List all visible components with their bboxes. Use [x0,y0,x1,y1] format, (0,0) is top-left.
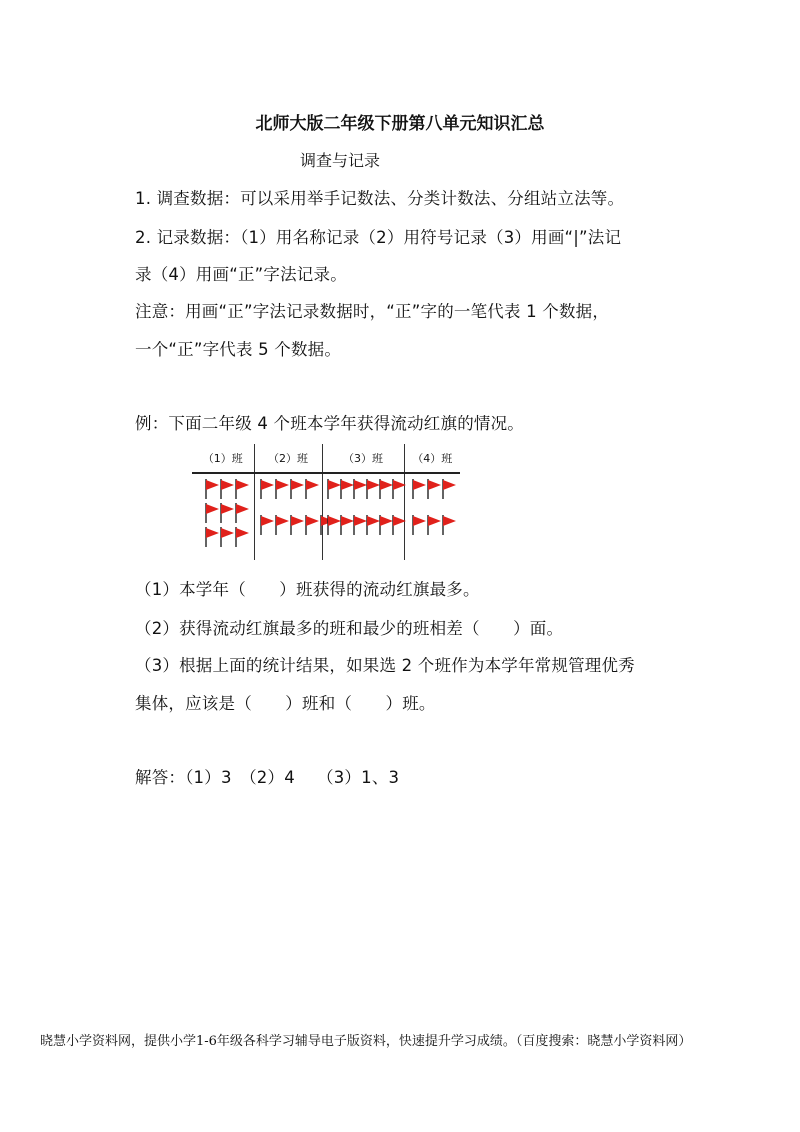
red-flag-icon [289,478,305,500]
red-flag-icon [304,478,320,500]
footer-text: 晓慧小学资料网，提供小学1-6年级各科学习辅导电子版资料，快速提升学习成绩。（百度搜索：晓慧小学资料网） [40,1034,692,1049]
example-intro: 例：下面二年级 4 个班本学年获得流动红旗的情况。 [135,414,524,433]
flag-cell [322,473,404,560]
class-header: （3）班 [322,444,404,473]
text-line: 注意：用画“正”字法记录数据时，“正”字的一笔代表 1 个数据， [135,302,610,321]
red-flag-icon [234,478,250,500]
flag-cell [254,473,322,560]
question-line: （3）根据上面的统计结果，如果选 2 个班作为本学年常规管理优秀 [135,656,635,675]
red-flag-icon [204,526,220,548]
red-flag-icon [259,514,275,536]
red-flag-icon [304,514,320,536]
question-line: （1）本学年（ ）班获得的流动红旗最多。 [135,580,480,599]
red-flag-icon [274,514,290,536]
red-flag-icon [219,526,235,548]
red-flag-icon [411,478,427,500]
red-flag-icon [441,478,457,500]
red-flag-icon [274,478,290,500]
red-flag-icon [234,502,250,524]
red-flag-icon [234,526,250,548]
red-flag-icon [426,478,442,500]
text-line: 录（4）用画“正”字法记录。 [135,265,347,284]
red-flag-icon [411,514,427,536]
red-flag-icon [204,478,220,500]
answer-line: 解答：（1）3 （2）4 （3）1、3 [135,768,400,787]
red-flag-icon [289,514,305,536]
document-subtitle: 调查与记录 [300,151,381,170]
question-line: （2）获得流动红旗最多的班和最少的班相差（ ）面。 [135,619,564,638]
document-title: 北师大版二年级下册第八单元知识汇总 [255,114,545,134]
class-header: （4）班 [404,444,460,473]
red-flag-icon [426,514,442,536]
text-line: 2. 记录数据：（1）用名称记录（2）用符号记录（3）用画“|”法记 [135,228,622,247]
class-header: （1）班 [192,444,254,473]
class-header: （2）班 [254,444,322,473]
question-line: 集体，应该是（ ）班和（ ）班。 [135,694,436,713]
red-flag-icon [219,478,235,500]
red-flag-icon [204,502,220,524]
text-line: 一个“正”字代表 5 个数据。 [135,340,342,359]
flag-cell [192,473,254,560]
red-flag-icon [219,502,235,524]
red-flag-icon [441,514,457,536]
flag-count-table [192,444,460,560]
red-flag-icon [259,478,275,500]
flag-cell [404,473,460,560]
text-line: 1. 调查数据：可以采用举手记数法、分类计数法、分组站立法等。 [135,189,625,208]
